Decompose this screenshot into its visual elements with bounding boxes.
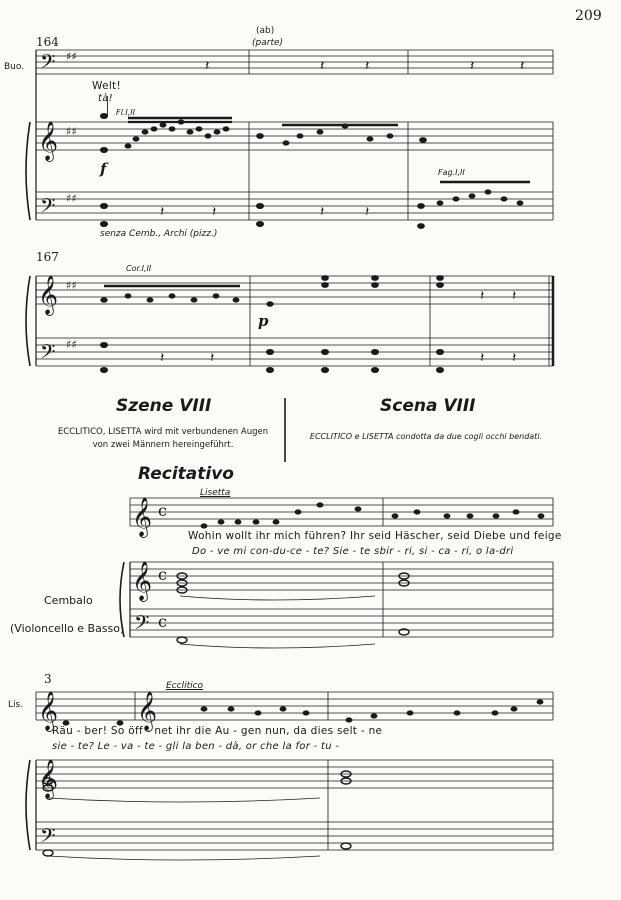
dynamic-piano: p — [258, 312, 269, 330]
system3-bass-staff — [130, 609, 553, 637]
measure-number-164: 164 — [36, 35, 59, 49]
instrument-label-buo: Buo. — [4, 62, 25, 72]
svg-text:𝄽: 𝄽 — [320, 204, 325, 220]
dynamic-forte: f — [100, 160, 107, 178]
svg-text:𝄽: 𝄽 — [160, 204, 165, 220]
svg-text:𝄢: 𝄢 — [40, 824, 56, 852]
svg-text:𝄽: 𝄽 — [160, 350, 165, 366]
system3-treble-staff — [130, 562, 553, 590]
label-basso: (Violoncello e Basso) — [10, 622, 125, 635]
svg-text:𝄽: 𝄽 — [480, 350, 485, 366]
svg-text:♯♯: ♯♯ — [66, 279, 77, 292]
scene-title-italian: Scena VIII — [380, 396, 476, 416]
svg-text:𝄽: 𝄽 — [512, 350, 517, 366]
svg-text:𝄽: 𝄽 — [210, 350, 215, 366]
system1-vocal-staff — [36, 50, 553, 74]
lyrics-italian-2: sie - te? Le - va - te - gli la ben - dà, or che la for - tu - — [52, 741, 340, 752]
system1-bass-staff — [36, 192, 553, 220]
system4-bass-staff — [36, 822, 553, 850]
svg-text:♯♯: ♯♯ — [66, 50, 77, 63]
instrument-label-lis: Lis. — [8, 700, 24, 710]
svg-text:♯♯: ♯♯ — [66, 338, 77, 351]
svg-text:𝄞: 𝄞 — [38, 759, 59, 799]
svg-text:c: c — [158, 612, 167, 631]
measure-number-3: 3 — [44, 672, 52, 686]
svg-text:𝄽: 𝄽 — [512, 288, 517, 304]
character-ecclitico: Ecclitico — [166, 681, 204, 691]
svg-text:𝄽: 𝄽 — [365, 204, 370, 220]
system3-vocal-staff — [130, 498, 553, 526]
svg-text:𝄞: 𝄞 — [132, 561, 153, 601]
annotation-ab: (ab) — [256, 26, 275, 36]
lyrics-german-1: Wohin wollt ihr mich führen? Ihr seid Häscher, seid Diebe und feige — [188, 530, 562, 542]
svg-text:𝄞: 𝄞 — [38, 121, 59, 161]
svg-text:𝄢: 𝄢 — [40, 340, 56, 368]
annotation-parte: (parte) — [252, 38, 284, 48]
lyric-ta: tà! — [98, 93, 113, 104]
svg-text:c: c — [158, 565, 167, 584]
lyrics-german-2: Räu - ber! So öff - net ihr die Au - gen nun, da dies selt - ne — [52, 725, 383, 737]
svg-text:𝄢: 𝄢 — [40, 50, 56, 78]
page-number: 209 — [575, 8, 602, 24]
svg-text:𝄞: 𝄞 — [132, 497, 153, 537]
svg-text:𝄽: 𝄽 — [480, 288, 485, 304]
svg-text:♯♯: ♯♯ — [66, 125, 77, 138]
svg-text:𝄞: 𝄞 — [38, 691, 59, 731]
svg-text:𝄽: 𝄽 — [205, 58, 210, 74]
lyric-welt: Welt! — [92, 80, 121, 92]
svg-text:♯♯: ♯♯ — [66, 192, 77, 205]
svg-text:𝄽: 𝄽 — [470, 58, 475, 74]
svg-text:𝄢: 𝄢 — [134, 611, 150, 639]
svg-text:𝄽: 𝄽 — [320, 58, 325, 74]
label-cembalo: Cembalo — [44, 594, 93, 607]
instrument-fagotti: Fag.I,II — [438, 168, 465, 177]
svg-text:𝄞: 𝄞 — [137, 691, 158, 731]
scene-title-german: Szene VIII — [116, 396, 212, 416]
svg-text:𝄞: 𝄞 — [38, 275, 59, 315]
instrument-note: senza Cemb., Archi (pizz.) — [100, 229, 218, 239]
lyrics-italian-1: Do - ve mi con-du-ce - te? Sie - te sbir - ri, si - ca - ri, o la-dri — [192, 546, 514, 557]
svg-text:𝄽: 𝄽 — [365, 58, 370, 74]
svg-text:𝄽: 𝄽 — [212, 204, 217, 220]
measure-number-167: 167 — [36, 250, 59, 264]
scene-description-italian: ECCLITICO e LISETTA condotta da due cogli occhi bendati. — [309, 432, 543, 441]
instrument-flutes: Fl.I,II — [116, 108, 135, 117]
system2-bass-staff — [36, 338, 553, 366]
scene-description-german: ECCLITICO, LISETTA wird mit verbundenen Augen von zwei Männern hereingeführt. — [57, 427, 269, 450]
instrument-horns: Cor.I,II — [126, 264, 152, 273]
svg-text:c: c — [158, 501, 167, 520]
system4-vocal-staff — [36, 692, 553, 720]
tempo-recitativo: Recitativo — [138, 464, 234, 484]
system2-treble-staff — [36, 276, 553, 304]
system4-treble-staff — [36, 760, 553, 788]
svg-text:𝄽: 𝄽 — [520, 58, 525, 74]
svg-text:𝄢: 𝄢 — [40, 194, 56, 222]
character-lisetta: Lisetta — [200, 488, 231, 498]
